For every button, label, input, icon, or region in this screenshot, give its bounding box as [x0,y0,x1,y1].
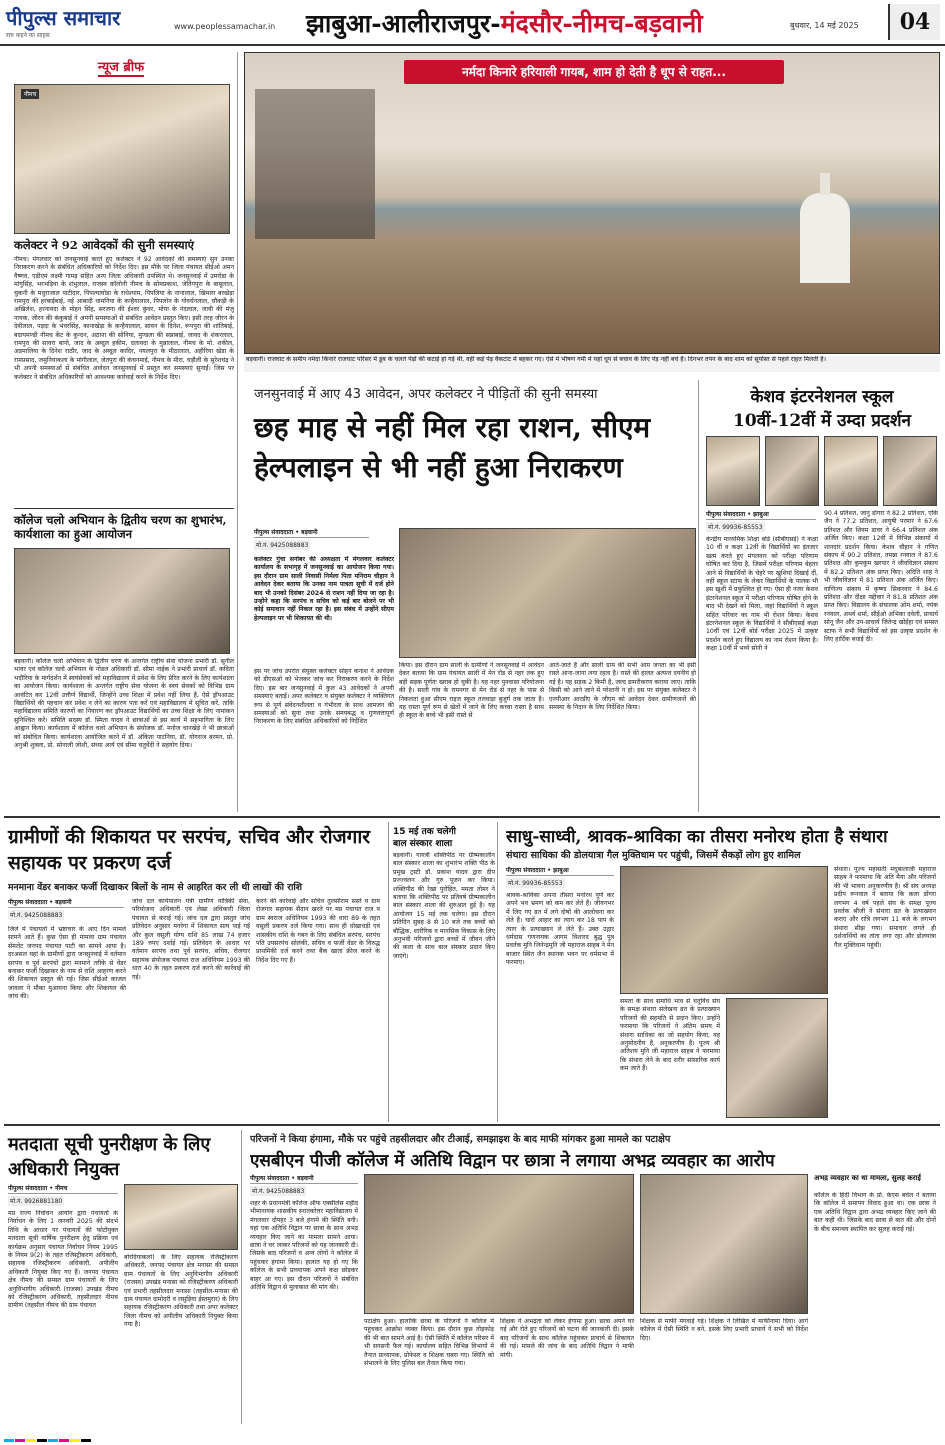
jansunwai-hall-photo [399,528,696,658]
sanskar-headline-1: 15 मई तक चलेगी [393,827,456,837]
divider [14,508,234,509]
school-story [704,380,940,812]
cyan-swatch [48,1439,58,1442]
student-photo [765,436,819,506]
santhara-body-2: समता के साथ समाधि भाव से चतुर्विध संघ के समक्ष संथारा संलेखना व्रत के प्रत्याख्यान परिजनों की सहमति से प्रदान किए। उन्होंने फरमाया कि परिजनों ने अंतिम समय में संथारा साधिका का जो सहयोग किया, वह अनुमोदनीय है, अनुकरणीय है। पूज्य श्री अतिशय मुनि जी महाराज साहब ने फरमाया कि संथारा लेने के बाद शरीर सांसारिक कार्य कम जाते हैं। [620,998,720,1073]
voter-list-photo [124,1184,238,1250]
lead-photo-block [244,52,940,374]
santhara-subhead: संथारा साधिका की डोलयात्रा गैल मुक्तिधाम पर पहुंची, जिसमें सैकड़ों लोग हुए शामिल [506,850,801,861]
workshop-photo [14,548,230,654]
santhara-story [502,822,940,1122]
ration-headline: छह माह से नहीं मिल रहा राशन, सीएम हेल्पलाइन से भी नहीं हुआ निराकरण [254,411,651,484]
panchayat-phone: मो.नं. 9425088883 [10,912,63,919]
lead-caption: बड़वानी। राजघाट के समीप नर्मदा किनारे राजघाट परिसर में डूब के चलते पेड़ों की कटाई हो गई थी, वहीं कई पेड़ वैकटाट में बहकर गए। ऐसे में भीषण गर्मी में यहां धूप से बचाव के लिए पेड़ नहीं बचे हैं। दिनभर तपन के बाद शाम को सूर्यास्त से पहले राहत मिलती है। [244,356,940,372]
college-police-photo [364,1174,634,1314]
santhara-body-1: श्रावक-श्राविका अपना तीसरा मनोरथ पूर्ण कर अपने भव भ्रमण को कम कर लेते हैं। जीवनभर में लिए गए व्रत में लगे दोषों की आलोचना कर लेते हैं। चारों आहार का त्याग कर 18 पाप के त्याग के प्रत्याख्यान ले लेते हैं। उक्त उद्गार धर्मदास गणनायक आगम विशारद बुद्ध पुत्र प्रवर्तक मुनि जिनेन्द्रमुनि जी महाराज साहब ने मेन बाजार स्थित जैन स्थानक भवन पर धर्मसभा में फरमाए। [506,892,614,967]
college-body-2: पटाक्षेप हुआ। हालांकि छात्रा के परिजनों ने कॉलेज में पहुंचकर आक्रोश व्यक्त किया। इस दौरान कुछ तोड़फोड़ की भी बात सामने आई है। ऐसी स्थिति में कॉलेज परिसर में भी सनसनी फैल गई। कार्यालय सहित विभिन्न विभागों में तैनात प्राध्यापक, प्रोफेसर व शिक्षक घबरा गए। स्थिति को संभालने के लिए पुलिस बल तैनात किया गया। [364,1318,494,1368]
ration-kicker: जनसुनवाई में आए 43 आवेदन, अपर कलेक्टर ने पीड़ितों की सुनी समस्या [254,387,598,402]
brand-name: पीपुल्स समाचार [6,6,121,30]
sadhvi-photo [726,998,828,1118]
panchayat-story [4,822,384,1122]
school-headline-2: 10वीं-12वीं में उम्दा प्रदर्शन [733,411,911,431]
college-phone: मो.नं. 9425088883 [252,1188,305,1195]
student-photo [883,436,937,506]
college-body-5: कॉलेज के हिंदी विभाग के प्रो. केएस बघेल ने बताया कि कॉलेज में समापन विवाद हुआ था। एक छात्रा ने एक अतिथि विद्वान द्वारा अभद्र व्यवहार किए जाने की बात कही थी। जिसके बाद छात्रा से बात की और दोनों के बीच समन्वय स्थापित कर सुलह कराई गई। [814,1192,936,1233]
sanskar-headline-2: बाल संस्कार शाला [393,839,453,849]
school-headline-1: केशव इंटरनेशनल स्कूल [750,387,894,407]
school-byline: पीपुल्स संवाददाता • झाबुआ [706,510,816,520]
ration-phone: मो.नं. 9425088883 [256,542,309,549]
brief-headline-2: कॉलेज चलो अभियान के द्वितीय चरण का शुभारंभ, कार्यशाला का हुआ आयोजन [14,513,227,541]
brand-logo [6,4,120,39]
brief-body-1: नीमच। मंगलवार को जनसुनवाई करते हुए कलेक्टर ने 92 आवेदकों की समस्याएं सुन उनका निराकरण करने के संबंधित अधिकारियों को निर्देश दिए। इस मौके पर जिला पंचायत सीईओ अमन वैष्णव, एडीएम लक्ष्मी गामड़ सहित अन्य जिला अधिकारी उपस्थित थे। जनसुनवाई में उमरोडा के मांगुसिंह, भरभड़िया के शंभुलाल, राजस्व कॉलोनी नीमच के सोमप्रकाश, जेतिंगपुरा के बाबूलाल, चुकनी के मधुराजाल पाटीदार, पिपल्याघोडा के राधेश्याम, पिपलिया के नानालाल, खिमला बरखेड़ा रामपुरा की हरबाईबाई, नई आबादी धामनिया के कन्हैयालाल, पिपलोन के गोवर्धनलाल, चौकड़ी के अखिलेश, हरनावदा के मोहन सिंह, सरजना की ईश्वर कुंवर, मोया के नंदलाल, जावी की मंजु नायक, जीरन की कंकुबाई ने अपनी समस्याओं से संबंधित आवेदन प्रस्तुत किए। इसी तरह जीरन के देवीलाल, पड़दा के भंवरसिंह, कानाखेड़ा के कन्हैयालाल, सावन के दिनेश, रूपपुरा की शांतिबाई, बदायमण्डी नीमच केंट के कुन्दन, अठाना की सोनिया, मुण्डला की सन्नाबाई, जावद के शंकरलाल, रामपुरा की सावरा बानो, जाद के अब्दुल हकीम, दलावदा के मुन्नालाल, नीमच के मो. शकील, अडमालिया के दिनेश राठौर, जाद के अब्दुल कादिर, नयलपुरा के मीठालाल, अहीरिया खेडा के रामप्रसाद, जमुनियाकला के मांगीलाल, जेतपुरा की कंचनमाई, नीमच के मीरा, चड़ौली के सुरेशचंद्र ने भी अपनी समस्याओं से संबंधित आवेदन जनसुनवाई में प्रस्तुत कर समस्याएं सुनाईं। जिस पर कलेक्टर ने संबंधित अधिकारियों को आवश्यक कार्रवाई करने के निर्देश दिए। [14,256,234,381]
student-photo [824,436,878,506]
college-sub-kicker: अभद्र व्यवहार का था मामला, सुलह कराई [814,1174,921,1182]
temple [800,193,850,283]
college-body-3: शिक्षक ने अभद्रता को लेकर हंगामा हुआ। छात्रा अपने घर गई और रोते हुए परिजनों को घटना की जानकारी दी। इसके बाद परिजनों के साथ कॉलेज पहुंचकर प्राचार्य से शिकायत की गई। मामले की जांच के बाद अतिथि विद्वान ने माफी मांगी। [500,1318,634,1359]
ration-body-1: इस पर जांच उपरांत संयुक्त कलेक्टर सोहन कनाश ने आवेदक को डीएसओ को भेजकर जांच कर निराकरण करने के निर्देश दिए। इस बार जनसुनवाई में कुल 43 आवेदकों ने अपनी समस्याएं बताईं। अपर कलेक्टर व संयुक्त कलेक्टर ने व्यक्तिगत रूप से पूर्ण संवेदनशीलता व गंभीरता के साथ आमजन की समस्याओं को सुना तथा उनके समयबद्ध व गुणवत्तापूर्ण निराकरण के लिए संबंधित अधिकारियों को निर्देशित [254,668,394,726]
sanskar-story [388,822,498,1122]
magenta-swatch [15,1439,25,1442]
magenta-swatch [59,1439,69,1442]
panchayat-body-3: करने की कार्रवाई और सचिव तुलसीराम सस्ते व ग्राम रोजगार सहायक सैदान खरते पर मप्र पंचायत राज व ग्राम स्वराज अधिनियम 1993 की धारा 89 के तहत वसूली प्रकरण दर्ज किया गया। साथ ही धोखाधड़ी एवं शासकीय राशि के गबन के लिए संबंधित सरपंच, सरपंच पति उपसरपंच सोलंकी, सचिव व फर्जी वेंडर के विरुद्ध प्राथमिकी दर्ज करने तथा बैंक खाता फ्रीज करने के निर्देश दिए गए हैं। [256,898,380,964]
print-color-bar [4,1432,940,1442]
santhara-body-3: संथारा। पूज्य महासती मधुबालाजी महाराज साहब ने फरमाया कि अति मैया और परिजनों की भी भावना अनुकरणीय है। श्री संघ अध्यक्ष प्रदीप रूनवाल ने बताया कि कला डोंगरा लगभग 4 वर्ष पहले संघ के समक्ष पूज्य प्रवर्तक श्रीजी ने संथारा व्रत के प्रत्याख्यान कराए और रात्रि लगभग 11 बजे के लगभग संथारा सीझ गया। समाचार लगते ही दर्शनार्थियों का तांता लगा रहा और डोलयात्रा गैल मुक्तिधाम पहुंची। [834,866,936,949]
panchayat-headline: ग्रामीणों की शिकायत पर सरपंच, सचिव और रोजगार सहायक पर प्रकरण दर्ज [8,826,371,874]
student-photo [706,436,760,506]
site-url[interactable]: www.peoplessamachar.in [174,22,276,31]
lead-banner: नर्मदा किनारे हरियाली गायब, शाम हो देती है धूप से राहत... [404,60,784,84]
voter-body-1: मप्र राज्य निर्वाचन आयोग द्वारा पंचायतों के निर्वाचन के लिए 1 जनवरी 2025 की संदर्भ तिथि के आधार पर पंचायतों की फोटोयुक्त मतदाता सूची वार्षिक पुनरीक्षण हेतु प्रक्रिया एवं कार्यक्रम अनुसार पंचायत निर्वाचन नियम 1995 के नियम 9(2) के तहत रजिस्ट्रीकरण अधिकारी, सहायक रजिस्ट्रीकरण अधिकारी, अपीलीय अधिकारी नियुक्त किए गए हैं। जनपद पंचायत क्षेत्र नीमच की समस्त ग्राम पंचायतों के लिए अनुविभागीय अधिकारी (राजस्व) उपखंड नीमच को रजिस्ट्रीकरण अधिकारी, तहसीलदार नीमच ग्रामीण (तहसील नीमच की ग्राम पंचायत [8,1210,118,1310]
ration-byline: पीपुल्स संवाददाता • बड़वानी [254,528,369,538]
voter-headline: मतदाता सूची पुनरीक्षण के लिए अधिकारी नियुक्त [8,1134,211,1180]
voter-byline: पीपुल्स संवाददाता • नीमच [8,1184,118,1194]
temple-spire [820,173,830,195]
school-phone: मो.नं. 99936-85553 [708,524,763,531]
news-brief-label-box [4,56,238,78]
panchayat-byline: पीपुल्स संवाददाता • बड़वानी [8,898,124,908]
page-number: 04 [888,4,940,40]
cyan-swatch [4,1439,14,1442]
news-brief-label: न्यूज ब्रीफ [97,60,145,75]
section-divider [4,1124,940,1126]
black-swatch [81,1439,91,1442]
region-title-part2: मंदसौर-नीमच- [500,9,635,38]
ration-body-2: किया। इस दौरान ग्राम साली के ग्रामीणों ने जनसुनवाई में आवेदन देकर बताया कि ग्राम पंचायत साली में मेन रोड से नहर तक हुए बड़ी सड़क पूर्णतः खराब हो चुकी है। यह नहर पुनवासा परियोजना की है। साली गांव के रामनगर से मेन रोड से नहर के पास से निकलता हुआ सीएम राइज स्कूल तलवाड़ा बुजुर्ग तक जाता है। यह रास्ता पूर्ण रूप से खेतों में जाने के लिए कच्चा रास्ता है साथ ही स्कूल के बच्चे भी इसी रास्ते से [399,662,544,720]
yellow-swatch [70,1439,80,1442]
ruined-building [255,89,375,239]
yellow-swatch [26,1439,36,1442]
sanskar-body: बड़वानी। गायत्री शक्तिपीठ पर ग्रीष्मकालीन बाल संस्कार शाला का शुभारंभ शक्ति पीठ के प्रमुख ट्रस्टी डॉ. प्रकाश यादव द्वारा दीप प्रज्ज्वलन और गुरु पूजन कर किया। शक्तिपीठ की रेखा पुरोहित, ममता तोमर ने बताया कि शक्तिपीठ पर प्रतिवर्ष ग्रीष्मकालीन बाल संस्कार शाला की शुरुआत हुई है। यह आयोजन 15 मई तक चलेगा। इस दौरान प्रतिदिन सुबह 8 से 10 बजे तक बच्चों को बौद्धिक, शारीरिक व मानसिक विकास के लिए अनुभवी परिजनों द्वारा बच्चों में जीवन जीने की कला के साथ बाल संस्कार प्रदान किए जाएंगे। [393,852,495,960]
procession-photo [620,866,828,994]
santhara-byline: पीपुल्स संवाददाता • झाबुआ [506,866,614,876]
ration-body-3: आते-जाते हैं और साली ग्राम की सभी आम जनता का भी इसी रास्ते आना-जाना लगा रहता है। रास्ते की हालत अत्यन्त दयनीय हो गई है। यह सड़क 2 किमी है, जल्द डामरीकरण कराया जाए। ताकि किसी को आने जाने में परेशानी न हो। इस पर संयुक्त कलेक्टर ने एनपीआर आरडीए के जीएम को आवेदन देकर ग्रामीणजनों की समस्या के निदान के लिए निर्देशित किया। [549,662,696,712]
school-body-1: केन्द्रीय माध्यमिक शिक्षा बोर्ड (सीबीएसई) ने कक्षा 10 वीं व कक्षा 12वीं के विद्यार्थियों का इंतजार खत्म करते हुए मंगलवार को परीक्षा परिणाम घोषित कर दिया है, जिसमें परीक्षा परिणाम बेहतर आने से विद्यार्थियों के चेहरे पर खुशियां दिखाई दीं, वहीं स्कूल स्टाफ के लेकर विद्यार्थियों के पालक भी इस खुशी में प्रफुल्लित हो गए। ऐसा ही नजर केशव इंटरनेशनल स्कूल में परीक्षा परिणाम घोषित होने के बाद भी देखने को मिला, जहां विद्यार्थियों ने स्कूल सहित परिवार का नाम भी रोशन किया। केशव इंटरनेशनल स्कूल के विद्यार्थियों ने सीबीएसई कक्षा 10वीं एवं 12वीं बोर्ड परीक्षा 2025 में उत्कृष्ट प्रदर्शन करते हुए विद्यालय का नाम रोशन किया है। कक्षा 10वीं में भव्ये सोनी ने [706,536,818,653]
college-crowd-photo [640,1174,808,1314]
panchayat-body-1: जिले में पंचायतों में भ्रष्टाचार के आए दिन मामले सामने आते हैं। कुछ ऐसा ही मामला ग्राम पंचायत सेमलेट जनपद पंचायत पाटी का सामने आया है। दरअसल यहां के ग्रामीणों द्वारा जनसुनवाई में वर्तमान सरपंच व पूर्व सरपंचों द्वारा मनमाने तरीके से वेंडर बनाकर फर्जी दिखाकर के नाम से राशि आहरण करने की शिकायत प्रस्तुत की गई। जिस सीईओ काजल जावला ने मौका मुआयना किया और शिकायत की जांच की। [8,926,126,1001]
photo-tag: नीमच [21,89,39,99]
college-body-4: शिक्षक से माफी मंगवाई गई। शिक्षक ने लिखित में माफीनामा दिया। आगे कॉलेज में ऐसी स्थिति न बने, इसके लिए प्रभारी प्राचार्य ने सभी को निर्देश दिए। [640,1318,808,1342]
panchayat-body-2: जांच दल कार्यपालन यंत्री ग्रामीण यांत्रिकी सेवा, परियोजना अधिकारी एवं लेखा अधिकारी जिला पंचायत से कराई गई। जांच दल द्वारा प्रस्तुत जांच प्रतिवेदन अनुसार मनरेगा में शिकायत सत्य पाई गई और कुल वसूली योग्य राशि 85 लाख 74 हजार 189 रुपए दर्शाई गई। प्रतिवेदन के आधार पर वर्तमान सरपंच तथा पूर्व सरपंच, सचिव, रोजगार सहायक संयोजक पंचायत राज अधिनियम 1993 की धारा 40 के तहत प्रकरण दर्ज करने की कार्रवाई की गई। [132,898,250,981]
section-divider [4,816,940,818]
voter-body-2: बोरदियाकलां) के लिए सहायक रजिस्ट्रीकरण अधिकारी, जनपद पंचायत क्षेत्र मनासा की समस्त ग्राम पंचायतों के लिए अनुविभागीय अधिकारी (राजस्व) उपखंड मनासा को रजिस्ट्रीकरण अधिकारी एवं प्रभारी तहसीलदार मनासा (तहसील-मनासा की ग्राम पंचायत दामोदरी व लसुड़िया ईस्तमुरार) के लिए सहायक रजिस्ट्रीकरण अधिकारी तथा अपर कलेक्टर जिला नीमच को अपीलीय अधिकारी नियुक्त किया गया है। [124,1254,238,1329]
college-byline: पीपुल्स संवाददाता • बड़वानी [250,1174,358,1184]
region-title-part3: बड़वानी [634,9,703,38]
black-swatch [37,1439,47,1442]
brief-headline-1: कलेक्टर ने 92 आवेदकों की सुनी समस्याएं [14,238,194,252]
santhara-headline: साधु-साध्वी, श्रावक-श्राविका का तीसरा मनोरथ होता है संथारा [506,827,888,847]
voter-story [4,1130,242,1424]
masthead [0,0,945,46]
college-story [246,1130,940,1424]
issue-date: बुधवार, 14 मई 2025 [790,21,859,30]
college-kicker: परिजनों ने किया हंगामा, मौके पर पहुंचे तहसीलदार और टीआई, समझाइश के बाद माफी मांगकर हुआ मामले का पटाक्षेप [250,1134,671,1145]
ration-lead: कलेक्टर गुंचा सनोबर की अध्यक्षता में मंगलवार कलेक्टर कार्यालय के सभागृह में जनसुनवाई का आयोजन किया गया। इस दौरान ग्राम साली निवासी निर्मला पिता मनिराम चौहान ने आवेदन देकर बताया कि उनका नाम पात्रता सूची में दर्ज होने बाद भी उनको दिसंबर 2024 से राशन नहीं दिया जा रहा है। उन्होंने कहा कि सरपंच व सचिव को कई बार बोलने पर भी कोई समाधान नहीं निकल रहा है। इस संबंध में उन्होंने सीएम हेल्पलाइन पर भी शिकायत की थी। [254,556,394,622]
school-body-2: 90.4 प्रतिशत, जानु डोगरा ने 82.2 प्रतिशत, एकि जैन ने 77.2 प्रतिशत, आयुषी परमार ने 67.6 प्रतिशत और शिवम डावर ने 66.4 प्रतिशत अंक अर्जित किए। कक्षा 12वीं में विभिन्न संकायों में शानदार प्रदर्शन किया। केशव चौहान ने गणित संकाय में 90.2 प्रतिशत, तमन्ना रनवाल ने 87.6 प्रतिशत और कुमकुम खरपार ने जीवविज्ञान संकाय में 82.2 प्रतिशत अंक प्राप्त किए। अदिति शाह ने भी जीवविज्ञान में 81 प्रतिशत अंक अर्जित किए। वाणिज्य संकाय में कृष्णा सिकरवार ने 84.6 प्रतिशत और दीक्षा पद्दीवार ने 81.8 प्रतिशत अंक प्राप्त किए। विद्यालय के संचालक ओम शर्मा, नयंक रनवाल, अथर्व शर्मा, सीईओ अभिका दवेली, प्राचार्य सोनू जैन और उप-प्राचार्य जितेन्द्र खोईहा एवं समस्त स्टाफ ने सभी विद्यार्थियों को इस उत्कृष्ट प्रदर्शन के लिए हार्दिक बधाई दी। [824,510,938,644]
brand-tagline: सच कहने का साहस [6,32,50,39]
news-brief [4,52,238,812]
voter-phone: मो.नं. 9926881180 [10,1198,63,1205]
santhara-phone: मो.नं. 99936-85553 [508,880,563,887]
college-body-1: शहर के प्रधानमंत्री कॉलेज ऑफ एक्सीलेंस शहीद भीमानायक शासकीय स्नातकोत्तर महाविद्यालय में मंगलवार दोपहर 3 बजे हंगामे की स्थिति बनी। यहां एक अतिथि विद्वान पर छात्रा के साथ अभद्र व्यवहार किए जाने का मामला सामने आया। छात्रा ने घर जाकर परिजनों को यह जानकारी दी। जिसके बाद परिजनों व अन्य लोगों ने कॉलेज में पहुंचकर हंगामा किया। हालात यह हो गए कि कॉलेज के सभी प्राध्यापक अपने कक्ष छोड़कर बाहर आ गए। इस दौरान परिजनों ने संबंधित अतिथि विद्वान से मुलाकात की मांग की। [250,1200,358,1292]
college-headline: एसबीएन पीजी कॉलेज में अतिथि विद्वान पर छात्रा ने लगाया अभद्र व्यवहार का आरोप [250,1151,775,1171]
riverbank-photo [244,52,940,354]
jansunwai-photo [14,84,230,234]
region-title [306,6,703,40]
ration-story [244,380,699,812]
panchayat-subhead: मनमाना वेंडर बनाकर फर्जी दिखाकर बिलों के नाम से आहरित कर ली थी लाखों की राशि [8,882,302,893]
brief-body-2: बड़वानी। कॉलेज चलो अभियान के द्वितीय चरण के अन्तर्गत राष्ट्रीय सेवा योजना प्रभारी डॉ. सुनील भावर एवं कॉलेज चलो अभियान के नोडल अधिकारी डॉ. सीमा नाईक ने प्रभारी प्राचार्य डॉ. कविता भदौरिया के मार्गदर्शन में स्वयंसेवकों को महाविद्यालय में प्रवेश के लिए प्रेरित करने के लिए कार्यशाला का आयोजन किया। कार्यशाला के अन्तर्गत राष्ट्रीय सेवा योजना के स्वयं सेवकों को विभिन्न ग्राम आवंटित कर 12वीं उत्तीर्ण विद्यार्थी, जिन्होंने उच्च शिक्षा में प्रवेश नहीं लिया है, ऐसे ड्रॉपआउट विद्यार्थियों की पहचान कर प्रवेश न लेने का कारण पता करें एवं महाविद्यालय में सूचित करें, ताकि महाविद्यालय समिति कारणों का निवारण कर ड्रॉपआउट विद्यार्थियों का उच्च शिक्षा के लिए नामांकन सुनिश्चित करें। समिति सदस्य डॉ. स्मिता यादव ने छात्राओं से इस कार्य में सहभागिता के लिए आह्वान किया। कार्यशाला में कॉलेज चलो अभियान के संयोजक डॉ. मनोज चानखेड़े ने भी छात्राओं को संबोधित किया। कार्यशाला आयोजित करने में डॉ. अंकिता पाटनिया, डॉ. योगराज बरमन, प्रो. अनुश्री शुक्ला, प्रो. सोनाली जोशी, संध्या आर्य एवं सीमा चतुर्वेदी ने सहयोग दिया। [14,658,234,750]
student-photos [706,436,938,506]
region-title-part1: झाबुआ-आलीराजपुर- [306,9,501,38]
